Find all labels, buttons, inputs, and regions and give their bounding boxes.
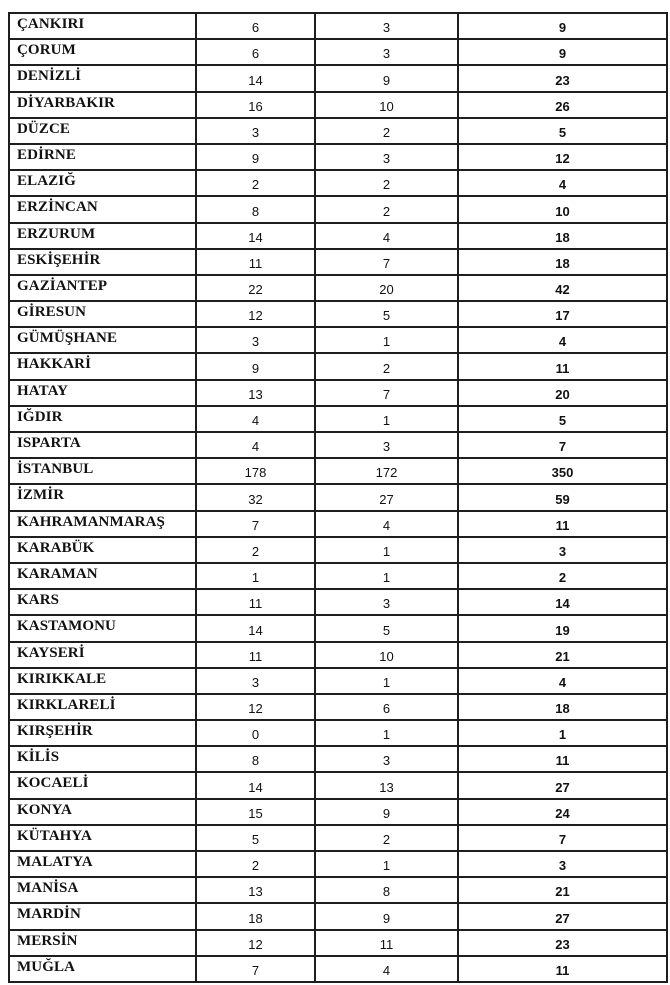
value-cell-col1: 9: [196, 353, 315, 379]
value-cell-col1: 15: [196, 799, 315, 825]
province-name-cell: İZMİR: [9, 484, 196, 510]
table-row: [9, 353, 667, 379]
table-row: [9, 301, 667, 327]
table-row: [9, 746, 667, 772]
total-cell: 4: [458, 668, 667, 694]
table-row: [9, 615, 667, 641]
value-cell-col2: 27: [315, 484, 458, 510]
value-cell-col2: 1: [315, 563, 458, 589]
table-row: [9, 484, 667, 510]
value-cell-col2: 10: [315, 642, 458, 668]
value-cell-col1: 32: [196, 484, 315, 510]
total-cell: 21: [458, 877, 667, 903]
value-cell-col1: 13: [196, 877, 315, 903]
value-cell-col2: 2: [315, 825, 458, 851]
table-row: [9, 458, 667, 484]
value-cell-col1: 7: [196, 511, 315, 537]
total-cell: 10: [458, 196, 667, 222]
value-cell-col2: 2: [315, 118, 458, 144]
total-cell: 21: [458, 642, 667, 668]
total-cell: 23: [458, 930, 667, 956]
total-cell: 11: [458, 353, 667, 379]
table-row: [9, 799, 667, 825]
province-name-cell: EDİRNE: [9, 144, 196, 170]
total-cell: 18: [458, 223, 667, 249]
total-cell: 24: [458, 799, 667, 825]
table-row: [9, 642, 667, 668]
total-cell: 19: [458, 615, 667, 641]
province-name-cell: KONYA: [9, 799, 196, 825]
value-cell-col1: 2: [196, 170, 315, 196]
total-cell: 18: [458, 249, 667, 275]
total-cell: 18: [458, 694, 667, 720]
table-row: [9, 118, 667, 144]
table-row: [9, 249, 667, 275]
value-cell-col2: 8: [315, 877, 458, 903]
table-row: [9, 144, 667, 170]
value-cell-col2: 1: [315, 537, 458, 563]
province-name-cell: KAYSERİ: [9, 642, 196, 668]
value-cell-col2: 1: [315, 720, 458, 746]
province-name-cell: KIRŞEHİR: [9, 720, 196, 746]
province-name-cell: KARABÜK: [9, 537, 196, 563]
province-name-cell: KAHRAMANMARAŞ: [9, 511, 196, 537]
value-cell-col1: 14: [196, 223, 315, 249]
table-row: [9, 903, 667, 929]
province-name-cell: KOCAELİ: [9, 772, 196, 798]
total-cell: 11: [458, 956, 667, 982]
value-cell-col2: 2: [315, 196, 458, 222]
total-cell: 27: [458, 772, 667, 798]
value-cell-col2: 3: [315, 589, 458, 615]
table-row: [9, 170, 667, 196]
table-row: [9, 92, 667, 118]
total-cell: 26: [458, 92, 667, 118]
value-cell-col1: 16: [196, 92, 315, 118]
value-cell-col1: 3: [196, 668, 315, 694]
value-cell-col2: 3: [315, 144, 458, 170]
value-cell-col1: 13: [196, 380, 315, 406]
province-name-cell: ÇANKIRI: [9, 13, 196, 39]
total-cell: 3: [458, 537, 667, 563]
value-cell-col1: 22: [196, 275, 315, 301]
table-row: [9, 275, 667, 301]
table-row: [9, 537, 667, 563]
total-cell: 23: [458, 65, 667, 91]
value-cell-col2: 6: [315, 694, 458, 720]
table-row: [9, 877, 667, 903]
total-cell: 7: [458, 432, 667, 458]
value-cell-col1: 2: [196, 851, 315, 877]
value-cell-col1: 18: [196, 903, 315, 929]
total-cell: 9: [458, 39, 667, 65]
province-name-cell: IĞDIR: [9, 406, 196, 432]
table-row: [9, 39, 667, 65]
table-row: [9, 223, 667, 249]
total-cell: 11: [458, 746, 667, 772]
table-row: [9, 930, 667, 956]
value-cell-col2: 7: [315, 249, 458, 275]
value-cell-col2: 3: [315, 39, 458, 65]
province-name-cell: MERSİN: [9, 930, 196, 956]
table-row: [9, 668, 667, 694]
province-name-cell: KIRIKKALE: [9, 668, 196, 694]
value-cell-col1: 14: [196, 615, 315, 641]
value-cell-col2: 1: [315, 327, 458, 353]
value-cell-col2: 3: [315, 746, 458, 772]
value-cell-col1: 11: [196, 249, 315, 275]
value-cell-col1: 4: [196, 432, 315, 458]
province-name-cell: ÇORUM: [9, 39, 196, 65]
value-cell-col2: 2: [315, 353, 458, 379]
total-cell: 17: [458, 301, 667, 327]
total-cell: 42: [458, 275, 667, 301]
value-cell-col1: 6: [196, 13, 315, 39]
province-name-cell: KASTAMONU: [9, 615, 196, 641]
province-name-cell: KIRKLARELİ: [9, 694, 196, 720]
province-name-cell: DİYARBAKIR: [9, 92, 196, 118]
province-name-cell: MUĞLA: [9, 956, 196, 982]
value-cell-col2: 1: [315, 851, 458, 877]
value-cell-col1: 4: [196, 406, 315, 432]
table-row: [9, 65, 667, 91]
total-cell: 2: [458, 563, 667, 589]
total-cell: 7: [458, 825, 667, 851]
value-cell-col1: 7: [196, 956, 315, 982]
total-cell: 9: [458, 13, 667, 39]
province-name-cell: HATAY: [9, 380, 196, 406]
province-name-cell: DÜZCE: [9, 118, 196, 144]
value-cell-col2: 20: [315, 275, 458, 301]
value-cell-col2: 9: [315, 903, 458, 929]
province-name-cell: ISPARTA: [9, 432, 196, 458]
total-cell: 4: [458, 327, 667, 353]
value-cell-col2: 5: [315, 301, 458, 327]
value-cell-col1: 2: [196, 537, 315, 563]
value-cell-col2: 4: [315, 511, 458, 537]
province-name-cell: KİLİS: [9, 746, 196, 772]
table-row: [9, 772, 667, 798]
value-cell-col2: 11: [315, 930, 458, 956]
value-cell-col1: 11: [196, 589, 315, 615]
province-name-cell: KARS: [9, 589, 196, 615]
table-row: [9, 327, 667, 353]
table-row: [9, 720, 667, 746]
value-cell-col2: 1: [315, 406, 458, 432]
value-cell-col2: 13: [315, 772, 458, 798]
province-name-cell: HAKKARİ: [9, 353, 196, 379]
table-row: [9, 432, 667, 458]
value-cell-col1: 12: [196, 694, 315, 720]
table-row: [9, 825, 667, 851]
value-cell-col2: 5: [315, 615, 458, 641]
value-cell-col1: 8: [196, 196, 315, 222]
total-cell: 5: [458, 406, 667, 432]
value-cell-col1: 0: [196, 720, 315, 746]
value-cell-col2: 3: [315, 432, 458, 458]
province-name-cell: GİRESUN: [9, 301, 196, 327]
value-cell-col1: 14: [196, 65, 315, 91]
province-name-cell: MALATYA: [9, 851, 196, 877]
total-cell: 4: [458, 170, 667, 196]
table-row: [9, 406, 667, 432]
value-cell-col1: 5: [196, 825, 315, 851]
total-cell: 27: [458, 903, 667, 929]
province-name-cell: MANİSA: [9, 877, 196, 903]
province-name-cell: KARAMAN: [9, 563, 196, 589]
total-cell: 20: [458, 380, 667, 406]
value-cell-col2: 3: [315, 13, 458, 39]
value-cell-col2: 172: [315, 458, 458, 484]
total-cell: 14: [458, 589, 667, 615]
table-row: [9, 851, 667, 877]
province-name-cell: KÜTAHYA: [9, 825, 196, 851]
province-table-body: [9, 13, 667, 982]
value-cell-col1: 3: [196, 327, 315, 353]
table-row: [9, 196, 667, 222]
value-cell-col1: 6: [196, 39, 315, 65]
total-cell: 5: [458, 118, 667, 144]
province-name-cell: ESKİŞEHİR: [9, 249, 196, 275]
value-cell-col1: 1: [196, 563, 315, 589]
total-cell: 12: [458, 144, 667, 170]
total-cell: 1: [458, 720, 667, 746]
value-cell-col2: 2: [315, 170, 458, 196]
province-name-cell: ELAZIĞ: [9, 170, 196, 196]
value-cell-col2: 10: [315, 92, 458, 118]
table-row: [9, 589, 667, 615]
total-cell: 350: [458, 458, 667, 484]
province-name-cell: GAZİANTEP: [9, 275, 196, 301]
value-cell-col2: 7: [315, 380, 458, 406]
value-cell-col1: 14: [196, 772, 315, 798]
value-cell-col2: 9: [315, 799, 458, 825]
province-table: [8, 12, 668, 983]
table-row: [9, 13, 667, 39]
value-cell-col2: 9: [315, 65, 458, 91]
value-cell-col2: 1: [315, 668, 458, 694]
value-cell-col1: 3: [196, 118, 315, 144]
total-cell: 3: [458, 851, 667, 877]
value-cell-col1: 9: [196, 144, 315, 170]
table-row: [9, 511, 667, 537]
province-name-cell: GÜMÜŞHANE: [9, 327, 196, 353]
province-name-cell: ERZURUM: [9, 223, 196, 249]
province-name-cell: MARDİN: [9, 903, 196, 929]
total-cell: 11: [458, 511, 667, 537]
table-row: [9, 956, 667, 982]
table-row: [9, 563, 667, 589]
province-name-cell: İSTANBUL: [9, 458, 196, 484]
total-cell: 59: [458, 484, 667, 510]
value-cell-col1: 178: [196, 458, 315, 484]
value-cell-col2: 4: [315, 956, 458, 982]
table-row: [9, 694, 667, 720]
province-name-cell: ERZİNCAN: [9, 196, 196, 222]
value-cell-col1: 11: [196, 642, 315, 668]
value-cell-col1: 8: [196, 746, 315, 772]
table-row: [9, 380, 667, 406]
value-cell-col2: 4: [315, 223, 458, 249]
value-cell-col1: 12: [196, 930, 315, 956]
value-cell-col1: 12: [196, 301, 315, 327]
province-name-cell: DENİZLİ: [9, 65, 196, 91]
